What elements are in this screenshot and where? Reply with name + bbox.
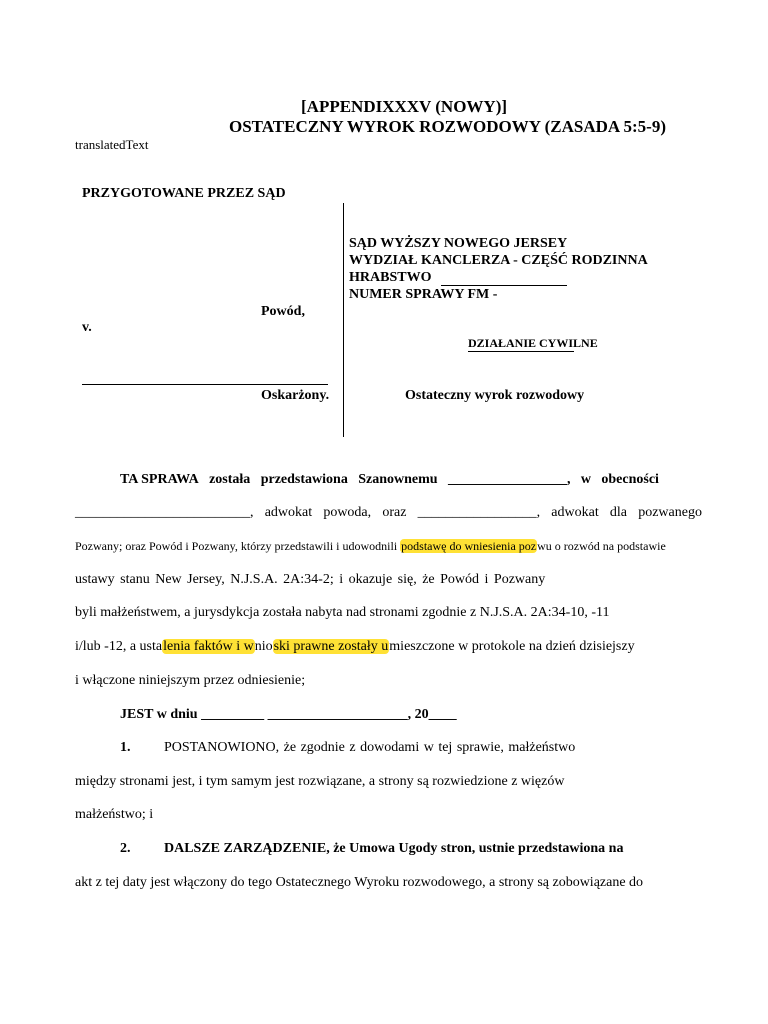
paragraph-line: i włączone niniejszym przez odniesienie; (75, 673, 306, 688)
appendix-heading: [APPENDIXXXV (NOWY)] (301, 97, 508, 116)
paragraph-line: akt z tej daty jest włączony do tego Ostatecznego Wyroku rozwodowego, a strony są zobowiązane do (75, 875, 644, 890)
highlighted-text: ski prawne zostały u (273, 639, 389, 654)
civil-action-label: DZIAŁANIE CYWILNE (468, 336, 598, 350)
text-span: obecności (601, 472, 659, 487)
text-span: w (580, 472, 591, 487)
paragraph-line (75, 639, 635, 655)
county-blank (441, 285, 567, 286)
paragraph-line: DALSZE ZARZĄDZENIE, że Umowa Ugody stron, ustnie przedstawiona na (164, 841, 624, 856)
docket-number: NUMER SPRAWY FM - (349, 287, 498, 302)
defendant-label: Oskarżony. (261, 388, 330, 403)
civil-action-underline (468, 351, 574, 352)
text-span: mieszczone w protokole na dzień dzisiejszy (389, 639, 635, 654)
text-span: przedstawiona (260, 472, 348, 487)
court-name: SĄD WYŻSZY NOWEGO JERSEY (349, 236, 568, 251)
highlighted-text: lenia faktów i w (163, 639, 254, 654)
translated-text-label: translatedText (75, 137, 149, 152)
highlighted-text: podstawę do wniesienia poz (401, 539, 537, 553)
paragraph-line (75, 539, 666, 554)
text-span: nio (254, 639, 273, 654)
text-span: dla (609, 505, 628, 520)
paragraph-line: między stronami jest, i tym samym jest rozwiązane, a strony są rozwiedzione z więzów (75, 774, 565, 789)
text-span: została (209, 472, 251, 487)
text-span: TA SPRAWA (120, 472, 199, 487)
caption-divider (343, 203, 344, 437)
text-span: adwokat (551, 505, 599, 520)
paragraph-line (75, 505, 702, 521)
judgment-title: Ostateczny wyrok rozwodowy (405, 388, 585, 403)
text-span: Pozwany; oraz Powód i Pozwany, którzy przedstawili i udowodnili (75, 539, 401, 553)
text-span: _________________, (447, 472, 571, 487)
document-title: OSTATECZNY WYROK ROZWODOWY (ZASADA 5:5-9) (229, 117, 666, 136)
paragraph-line: POSTANOWIONO, że zgodnie z dowodami w tej sprawie, małżeństwo (164, 740, 576, 755)
paragraph-line (120, 472, 659, 488)
plaintiff-label: Powód, (261, 304, 305, 319)
defendant-name-line (82, 384, 328, 385)
prepared-by: PRZYGOTOWANE PRZEZ SĄD (82, 186, 286, 201)
text-span: Szanownemu (358, 472, 438, 487)
text-span: powoda, (323, 505, 372, 520)
county-label: HRABSTWO (349, 270, 432, 285)
text-span: pozwanego (638, 505, 702, 520)
text-span: wu o rozwód na podstawie (537, 539, 666, 553)
text-span: i/lub -12, a usta (75, 639, 163, 654)
paragraph-line: małżeństwo; i (75, 807, 154, 822)
versus-label: v. (82, 320, 92, 335)
court-division: WYDZIAŁ KANCLERZA - CZĘŚĆ RODZINNA (349, 253, 648, 268)
text-span: _________________________, (75, 505, 254, 520)
paragraph-line: byli małżeństwem, a jurysdykcja została nabyta nad stronami zgodnie z N.J.S.A. 2A:34-10, -11 (75, 605, 610, 620)
text-span: _________________, (417, 505, 541, 520)
text-span: adwokat (264, 505, 313, 520)
text-span: oraz (382, 505, 407, 520)
date-line: JEST w dniu _________ ____________________, 20____ (120, 707, 457, 722)
item-number: 2. (120, 841, 131, 856)
paragraph-line: ustawy stanu New Jersey, N.J.S.A. 2A:34-2; i okazuje się, że Powód i Pozwany (75, 572, 546, 587)
item-number: 1. (120, 740, 131, 755)
